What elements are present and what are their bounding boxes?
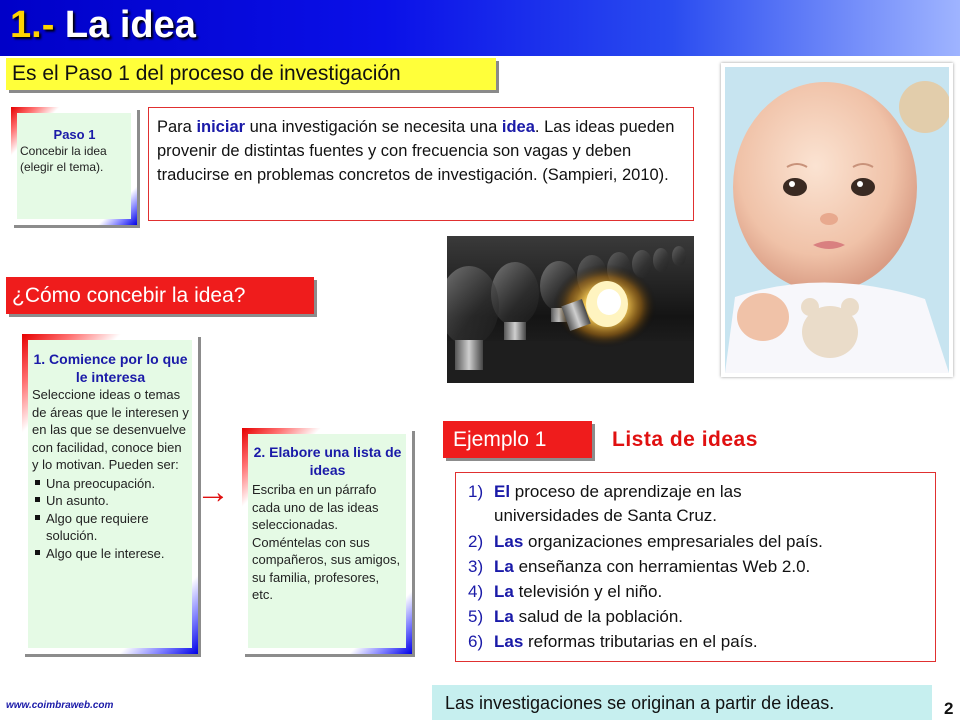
step2-text: Escriba en un párrafo cada uno de las ideas seleccionadas. Coméntelas con sus compañeros, sus amigos, su familia, profesores, etc. (252, 482, 401, 602)
intro-keyword-iniciar: iniciar (196, 118, 246, 136)
intro-post: . Las ideas pueden provenir de distintas fuentes y con frecuencia son vagas y deben traducirse en problemas concretos de investigación. (Sampieri, 2010). (157, 118, 675, 184)
step2-card (242, 428, 412, 654)
baby-photo-image (725, 67, 949, 373)
page-number: 2 (944, 699, 954, 718)
item-keyword: La (494, 607, 514, 626)
page-title (10, 4, 196, 47)
item-text: proceso de aprendizaje en las (510, 482, 742, 501)
baby-photo (721, 63, 953, 377)
step2-head: 2. Elabore una lista de ideas (253, 444, 402, 478)
arrow-right-icon: → (196, 473, 230, 511)
item-number: 3) (468, 557, 484, 576)
item-keyword: El (494, 482, 511, 501)
site-url-link[interactable]: www.coimbraweb.com (6, 700, 114, 711)
item-keyword: La (494, 582, 514, 601)
footer-note-text: Las investigaciones se originan a partir de ideas. (445, 693, 835, 713)
item-number: 1) (468, 482, 484, 501)
title-text: La idea (64, 4, 196, 46)
item-text: televisión y el niño. (513, 582, 663, 601)
light-bulbs-illustration (447, 236, 694, 383)
intro-box (148, 107, 694, 221)
step1-head: 1. Comience por lo que le interesa (33, 351, 188, 385)
step1-bullet: Un asunto. (46, 492, 189, 510)
paso-card-head: Paso 1 (53, 127, 96, 142)
item-text: salud de la población. (513, 607, 684, 626)
step1-bullet: Algo que le interese. (46, 545, 189, 563)
step1-card (22, 334, 198, 654)
how-to-conceive-text: ¿Cómo concebir la idea? (12, 284, 246, 307)
step1-bullet: Una preocupación. (46, 475, 189, 493)
list-item (468, 606, 683, 628)
step1-bullet: Algo que requiere solución. (46, 510, 189, 545)
example-label-text: Ejemplo 1 (453, 428, 547, 451)
list-title: Lista de ideas (612, 428, 758, 451)
list-item (468, 481, 742, 503)
title-number: 1.- (10, 4, 55, 46)
ideas-list (455, 472, 936, 662)
list-item (468, 531, 823, 553)
item-number: 6) (468, 632, 484, 651)
item-keyword: Las (494, 532, 524, 551)
item-text: organizaciones empresariales del país. (523, 532, 823, 551)
list-item (468, 556, 810, 578)
intro-pre: Para (157, 118, 197, 136)
footer-note (432, 685, 932, 720)
item-keyword: Las (494, 632, 524, 651)
example-label (443, 421, 592, 458)
intro-keyword-idea: idea (501, 118, 535, 136)
paso-card-text: Concebir la idea (elegir el tema). (20, 144, 107, 174)
item-text: reformas tributarias en el país. (523, 632, 758, 651)
paso-card (11, 107, 137, 225)
item-number: 5) (468, 607, 484, 626)
item-number: 4) (468, 582, 484, 601)
item-number: 2) (468, 532, 484, 551)
list-item-continuation (494, 505, 717, 527)
list-item (468, 581, 662, 603)
item-keyword: La (494, 557, 514, 576)
step1-text: Seleccione ideas o temas de áreas que le interesen y en las que se desenvuelve con facilidad, conoce bien y lo motivan. Pueden ser: (32, 387, 189, 472)
how-to-conceive-label (6, 277, 314, 314)
light-bulbs-photo (447, 236, 694, 383)
intro-text (157, 115, 687, 187)
subtitle-banner (6, 58, 496, 90)
list-item (468, 631, 758, 653)
item-text: universidades de Santa Cruz. (494, 506, 718, 525)
subtitle-text: Es el Paso 1 del proceso de investigación (12, 62, 401, 85)
baby-illustration (725, 67, 949, 373)
item-text: enseñanza con herramientas Web 2.0. (513, 557, 811, 576)
step1-bullets (32, 475, 189, 563)
intro-mid: una investigación se necesita una (245, 118, 502, 136)
